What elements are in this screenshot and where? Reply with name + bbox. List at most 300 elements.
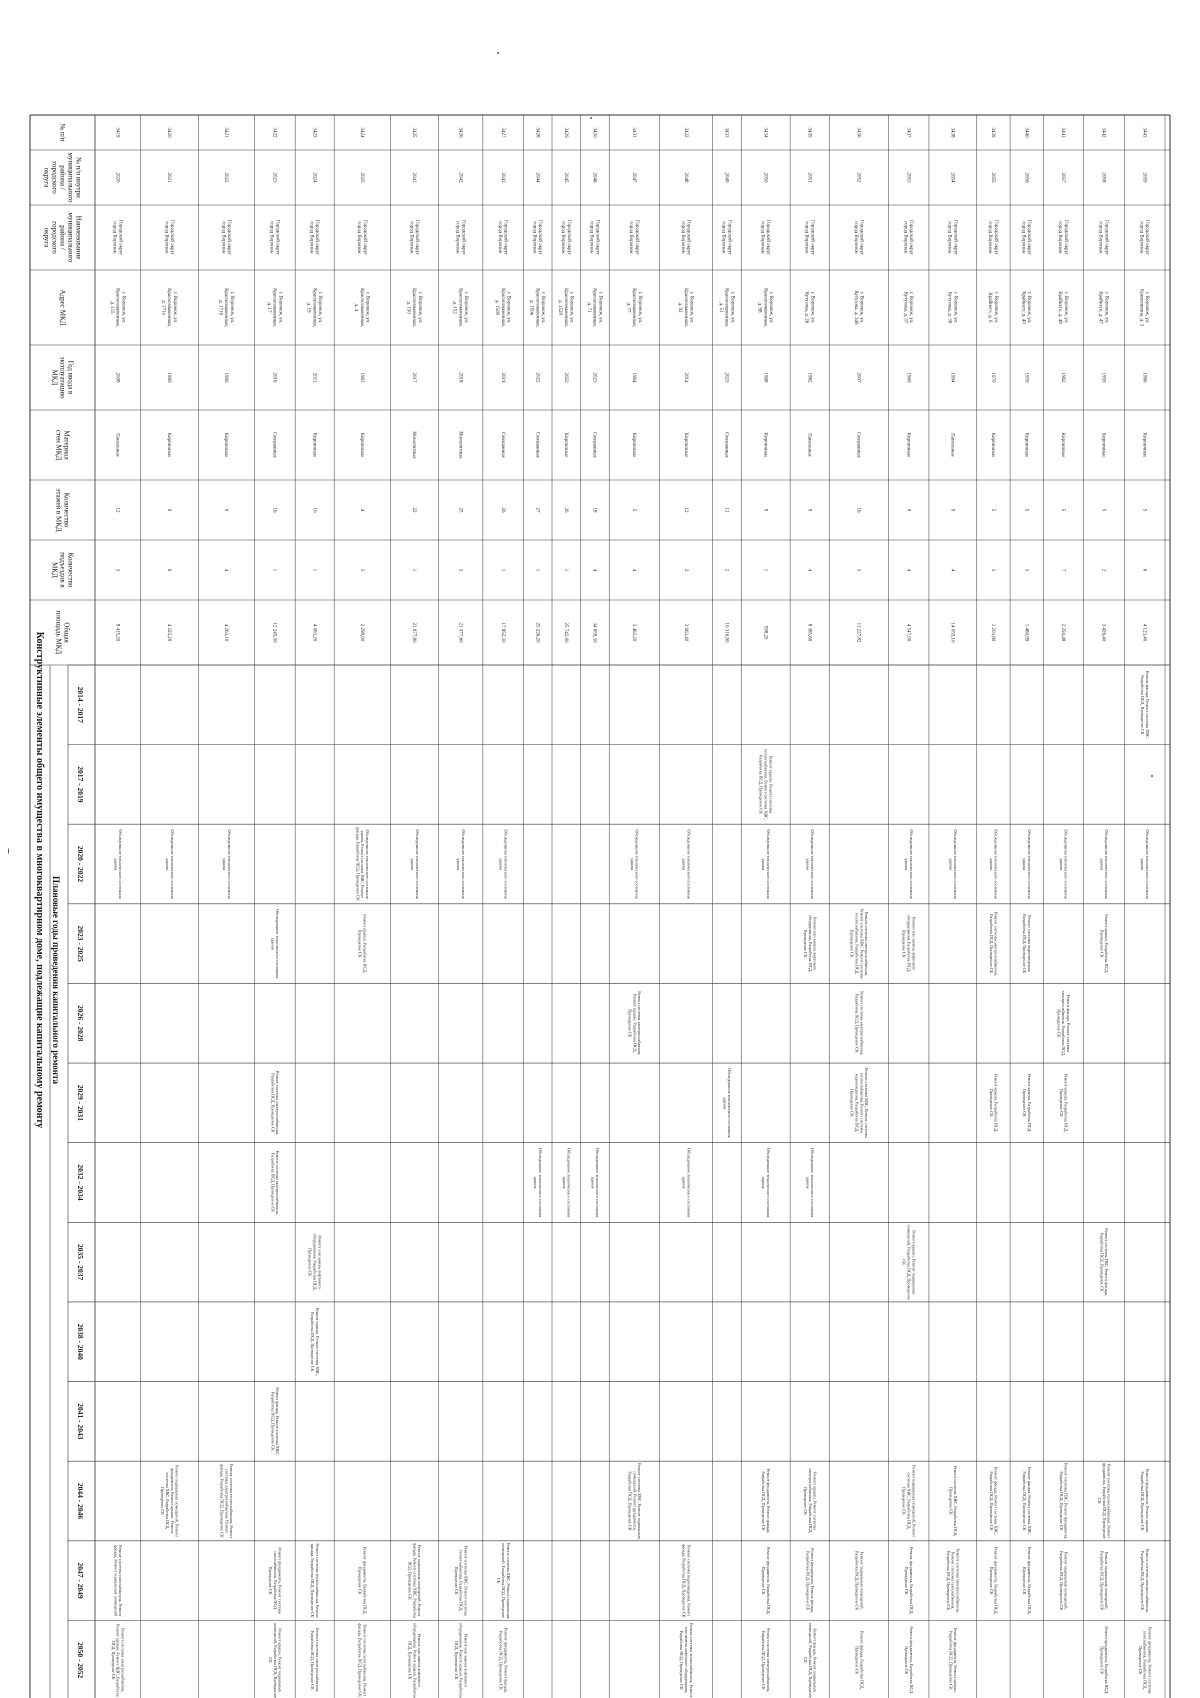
table-cell: 3423	[311, 127, 317, 138]
repair-plan-cell: Ремонт крыши, Ремонт системы ХВС,Разработка ПСД, Проведение СК	[310, 1307, 320, 1376]
repair-plan-cell: Ремонт системы ХВС, Ремонт подвальныхпомещений, Ремонт фундамента,Разработка ПСД, Проведение СК	[627, 1462, 643, 1540]
table-cell: г. Воронеж, ул.Краснознаменная,д. 171а	[160, 288, 177, 327]
repair-plan-cell: Ремонт фундамента, Разработка ПСД,Проведение СК	[1022, 1546, 1032, 1615]
table-cell: 2017	[411, 372, 417, 383]
table-cell: Городской округгород Воронеж	[852, 219, 864, 256]
table-cell: Кирпичные	[1141, 432, 1147, 458]
repair-plan-cell: Ремонт системы теплоснабжения, Ремонтили замена лифтового оборудования,Разработка ПСД, Проведение СК	[679, 1622, 694, 1698]
table-cell: г. Воронеж, ул.Кривошеина, д. 3	[1138, 288, 1150, 327]
table-cell: 2	[682, 568, 688, 572]
table-cell: 4	[591, 568, 597, 572]
table-cell: 2050	[762, 172, 768, 183]
table-cell: 4	[223, 568, 229, 572]
repair-plan-cell: Ремонт фундамента, Разработка ПСД,Проведение СК	[1099, 1626, 1110, 1695]
column-header: Адрес МКД	[58, 289, 67, 326]
table-cell: 2041	[411, 172, 417, 183]
period-header: 2041 - 2043	[76, 1403, 85, 1440]
table-cell: 2057	[1059, 172, 1065, 183]
table-cell: 1	[762, 568, 768, 572]
table-cell: 598,20	[762, 625, 768, 640]
table-cell: 3	[457, 568, 463, 572]
repair-plan-cell: Обследование технического состоянияздания	[681, 1147, 692, 1218]
table-cell: Панельные	[114, 433, 120, 457]
table-cell: 1969	[166, 372, 172, 383]
table-cell: 2022	[534, 372, 540, 383]
table-cell: 4	[631, 568, 637, 572]
repair-plan-cell: Ремонт системы водоотведения, Ремонтфасада, Разработка ПСД, Проведение СК	[681, 1543, 692, 1618]
table-cell: 3 462,20	[631, 623, 637, 642]
repair-plan-cell: Ремонт крыши, Разработка ПСД,Проведение СК	[1058, 1073, 1069, 1133]
table-cell: Городской округгород Воронеж	[355, 219, 367, 256]
repair-plan-cell: Ремонт системы ХВС, Ремонт системытеплоснабжения, Ремонт системыводоотведения, Разработка ПСД,Проведение СК	[849, 1067, 870, 1138]
table-cell: Смешанные	[591, 432, 597, 458]
table-cell: Городской округгород Воронеж	[720, 219, 732, 256]
table-cell: 21 977,80	[411, 622, 417, 643]
table-cell: 2046	[591, 172, 597, 183]
repair-plan-cell: Ремонт системы ГВС, Ремонт фундамента,Разработка ПСД, Проведение СК	[1058, 1462, 1069, 1540]
repair-plan-cell: Ремонт фундамента, Ремонт фасада,Разработка ПСД, Проведение СК	[498, 1627, 509, 1693]
repair-plan-cell: Ремонт крыши, Ремонт системытеплоснабжения, Ремонт системы ХВС,Разработка ПСД, Проведение СК	[758, 748, 774, 821]
table-cell: 4 263,10	[223, 623, 229, 642]
table-cell: Городской округгород Воронеж	[531, 219, 543, 256]
repair-plan-cell: Обследование технического состоянияздания	[590, 1147, 601, 1218]
table-cell: 21 077,60	[457, 622, 463, 643]
table-cell: Городской округгород Воронеж	[163, 219, 175, 256]
repair-plan-cell: Обследование технического состоянияздания	[1099, 829, 1110, 899]
table-cell: 3441	[1059, 127, 1065, 138]
table-cell: Городской округгород Воронеж	[628, 219, 639, 256]
repair-plan-cell: Ремонт фундамента, Ремонт системыгазоснабжения, Разработка ПСД,Проведение СК	[1137, 1626, 1153, 1694]
table-cell: 2	[723, 568, 729, 572]
period-header: 2032 - 2034	[76, 1164, 85, 1201]
table-cell: Кирпичные	[562, 432, 568, 458]
table-cell: 2024	[311, 172, 317, 183]
table-cell: г. Воронеж, ул.Крайнего, д. 48	[1057, 291, 1068, 324]
table-cell: Смешанные	[723, 432, 729, 458]
repair-plan-cell: Ремонт системы электроснабжения,Разработка ПСД, Проведение СК	[1140, 1548, 1150, 1613]
table-cell: 2044	[534, 172, 540, 183]
table-cell: 14 055,10	[949, 622, 955, 643]
table-cell: 1961	[358, 372, 364, 383]
table-cell: Кирпичные	[358, 432, 364, 458]
repair-plan-cell: Обследование технического состоянияздания	[270, 909, 281, 979]
repair-plan-cell: Ремонт фасада, Ремонт подвальныхпомещений, Разработка ПСД, ПроведениеСК	[802, 1622, 818, 1698]
repair-plan-cell: Ремонт или замена лифтовогооборудования, Разработка ПСД,Проведение СК	[307, 1233, 323, 1291]
table-cell: г. Воронеж, ул.Краснознаменная,д. 19	[305, 288, 323, 327]
table-cell: Смешанные	[271, 432, 277, 458]
table-cell: Городской округгород Воронеж	[1138, 219, 1150, 256]
table-cell: 3	[358, 568, 364, 572]
table-cell: Городской округгород Воронеж	[902, 219, 914, 256]
table-cell: 1964	[631, 372, 637, 383]
document-title: Конструктивные элементы общего имущества в многоквартирном доме, подлежащие капитальному ремонту	[34, 631, 45, 1129]
period-header: 2029 - 2031	[76, 1084, 85, 1122]
table-cell: 8 415,20	[114, 623, 120, 642]
repair-plan-cell: Ремонт системы водоотведения,Разработка ПСД, Проведение СК	[1022, 914, 1032, 974]
repair-plan-cell: Обследование технического состоянияздания	[456, 829, 467, 899]
table-cell: 3442	[1100, 127, 1106, 138]
repair-plan-cell: Обследование технического состоянияздания	[113, 829, 124, 899]
repair-plan-cell: Обследование технического состоянияздания	[1022, 829, 1032, 899]
repair-plan-cell: Ремонт крыши, Ремонт подвальныхпомещений, Разработка ПСД, ПроведениеСК	[901, 1224, 917, 1300]
table-cell: 9	[806, 508, 812, 512]
table-cell: 2058	[1100, 172, 1106, 183]
repair-plan-cell: Ремонт фундамента, Ремонт крыши,Разработка ПСД, Проведение СК	[948, 1627, 959, 1693]
repair-plan-cell: Ремонт крыши, Разработка ПСД,Проведение СК	[357, 914, 368, 973]
table-cell: 34 659,30	[591, 622, 597, 643]
table-cell: 4 547,00	[905, 623, 911, 642]
table-cell: 22	[411, 507, 417, 513]
table-cell: 4	[806, 568, 812, 572]
repair-plan-cell: Обследование технического состоянияздания	[904, 829, 914, 899]
table-cell: 2023	[271, 172, 277, 183]
table-cell: 5	[1059, 508, 1065, 512]
table-cell: 3 426,40	[1100, 623, 1106, 642]
table-cell: 2016	[271, 372, 277, 383]
repair-plan-cell: Обследование технического состоянияздания	[1058, 829, 1069, 899]
table-cell: 2053	[905, 172, 911, 183]
table-cell: г. Воронеж, ул.Краснознаменная,д. 71	[585, 288, 603, 327]
table-cell: 1	[534, 568, 540, 572]
period-header: 2014 - 2017	[76, 686, 85, 723]
repair-plan-cell: Ремонт системы электроснабжения,Ремонт крыши, Разработка ПСД,Проведение СК	[627, 991, 643, 1056]
table-cell: г. Воронеж, ул.Крайнего, д. 6	[987, 291, 998, 324]
table-cell: Кирпичные	[311, 432, 317, 458]
table-cell: г. Воронеж, ул.Краснознаменная,д. 4	[353, 288, 370, 327]
column-header: Материалстен МКД	[54, 429, 71, 461]
table-cell: г. Воронеж, ул.Краснознаменная,д. 150в	[528, 288, 546, 327]
repair-plan-cell: Обследование технического состоянияздания	[221, 829, 232, 899]
period-header: 2044 - 2046	[76, 1482, 85, 1520]
table-cell: 1959	[1100, 372, 1106, 383]
table-cell: г. Воронеж, ул.Краснознаменная,д. 152б	[557, 288, 574, 327]
table-cell: 2 250,48	[1059, 623, 1065, 642]
repair-plan-cell: Ремонт фасада, Ремонт системыэлектроснабжения, Разработка ПСД,Проведение СК	[1056, 990, 1072, 1056]
table-cell: 4	[905, 568, 911, 572]
table-cell: 1970	[990, 372, 996, 383]
repair-plan-cell: Ремонт фасада, Ремонт системы ХВС,Разработка ПСД, Проведение СК	[1022, 1466, 1032, 1536]
repair-plan-cell: Ремонт или замена лифтовогооборудования, Ремонт крыши, РазработкаПСД, Проведение СК	[453, 1622, 469, 1698]
repair-plan-cell: Обследование технического состоянияздания	[165, 829, 175, 899]
table-cell: 5	[990, 508, 996, 512]
table-cell: 2018	[457, 372, 463, 383]
table-cell: Кирпичные	[682, 432, 688, 458]
table-cell: Кирпичные	[1023, 432, 1029, 458]
table-cell: Городской округгород Воронеж	[560, 219, 571, 256]
table-cell: 3432	[682, 127, 688, 138]
column-header: № п/п	[58, 123, 67, 142]
table-cell: Городской округгород Воронеж	[987, 219, 998, 256]
table-cell: Городской округгород Воронеж	[1020, 219, 1032, 256]
table-cell: 1959	[1023, 372, 1029, 383]
table-cell: г. Воронеж, ул.Краснознаменная,д. 150	[405, 288, 422, 327]
table-cell: 2022	[562, 372, 568, 383]
period-header: 2017 - 2019	[76, 766, 85, 803]
table-cell: Панельные	[806, 433, 812, 457]
table-cell: 25	[457, 507, 463, 513]
table-cell: 2047	[631, 172, 637, 183]
repair-plan-cell: Ремонт системы электроснабжения,Разработка ПСД, Проведение СК	[270, 1070, 281, 1135]
table-cell: 12 245,30	[271, 622, 277, 643]
table-cell: Городской округгород Воронеж	[1097, 219, 1109, 256]
repair-plan-cell: Обследование технического состоянияздания, Ремонт системы ХВС, Ремонтфасада, Разработка ПСД, Проведение СК	[355, 827, 370, 901]
repair-plan-cell: Ремонт фундамента, Ремонт фасада,Разработка ПСД, Проведение СК	[805, 1548, 816, 1614]
table-cell: 2055	[990, 172, 996, 183]
repair-plan-cell: Ремонт фасада, Ремонт системы ХВС,Разработка ПСД, Проведение СК	[988, 1466, 999, 1536]
table-cell: Городской округгород Воронеж	[679, 219, 691, 256]
repair-plan-cell: Ремонт подвальных помещений, Ремонтфундамента, Ремонт крыши, Ремонтсистемы ХВС, Разработка ПСД,Проведение СК	[160, 1464, 180, 1537]
table-cell: 3431	[631, 127, 637, 138]
repair-plan-cell: Ремонт или замена лифтовогооборудования, Разработка ПСД,Проведение СК	[901, 915, 917, 973]
table-cell: 9	[223, 508, 229, 512]
table-cell: 3428	[534, 127, 540, 138]
repair-plan-cell: Обследование технического состоянияздания	[498, 829, 509, 899]
repair-plan-cell: Ремонт фундамента, Разработка ПСД,Проведение СК	[988, 1546, 999, 1615]
table-cell: 4	[949, 568, 955, 572]
table-cell: Городской округгород Воронеж	[946, 219, 958, 256]
table-cell: г. Воронеж, ул.Краснознаменная,д. 150б	[494, 288, 511, 327]
repair-plan-cell: Ремонт крыши, Разработка ПСД,Проведение СК	[1099, 914, 1110, 973]
table-cell: 3435	[806, 127, 812, 138]
repair-plan-cell: Обследование технического состоянияздания	[561, 1147, 572, 1218]
table-cell: 2052	[855, 172, 861, 183]
table-cell: 2008	[114, 372, 120, 383]
table-cell: 8 385,60	[806, 623, 812, 642]
repair-plan-cell: Ремонт подвальных помещений, Ремонтсистемы ХВС, Разработка ПСД,Проведение СК	[901, 1464, 917, 1537]
table-cell: 3429	[562, 127, 568, 138]
table-cell: 5	[1100, 508, 1106, 512]
table-cell: 4	[358, 508, 364, 512]
period-header: 2047 - 2049	[76, 1562, 85, 1599]
table-cell: 6	[166, 568, 172, 572]
table-cell: 2 298,90	[358, 623, 364, 642]
repair-plan-cell: Ремонт крыши, Ремонт системыэлектроснабжения, Разработка ПСД,Проведение СК	[802, 1468, 818, 1534]
repair-plan-cell: Ремонт системы электроснабжения,Разработка ПСД, Проведение СК	[854, 991, 865, 1056]
table-cell: 2021	[166, 172, 172, 183]
column-header: Общаяплощадь МКД	[54, 610, 71, 655]
repair-plan-cell: Ремонт или замена лифтовогооборудования, Разработка ПСД,Проведение СК	[802, 915, 818, 973]
table-cell: 3	[855, 568, 861, 572]
table-cell: 3 963,40	[682, 623, 688, 642]
table-cell: Городской округгород Воронеж	[408, 219, 419, 256]
repair-plan-cell: Обследование технического состоянияздания	[533, 1147, 543, 1218]
period-header: 2026 - 2028	[76, 1005, 85, 1042]
repair-plan-cell: Ремонт фундамента, Ремонт фасада,Разработка ПСД, Проведение СК	[761, 1468, 771, 1534]
table-cell: 12	[114, 507, 120, 513]
repair-plan-cell: Ремонт системы газоснабжения, Ремонтфасада, Разработка ПСД, Проведение СК	[357, 1623, 368, 1697]
table-cell: 2048	[682, 172, 688, 183]
repair-plan-cell: Обследование технического состоянияздания	[629, 829, 640, 899]
table-cell: 3436	[855, 127, 861, 138]
table-cell: 3425	[411, 127, 417, 138]
table-cell: г. Воронеж, ул.Краснознаменная,д. 152	[451, 288, 469, 327]
table-cell: г. Воронеж, ул.Краснознаменная,д. 98	[756, 288, 774, 327]
table-cell: 2014	[682, 372, 688, 383]
table-cell: Смешанные	[499, 432, 505, 458]
repair-plan-cell: Обследование технического состоянияздания	[988, 829, 999, 899]
table-cell: 3	[114, 568, 120, 572]
table-cell: Городской округгород Воронеж	[759, 219, 771, 256]
table-cell: 3433	[723, 127, 729, 138]
repair-plan-cell: Ремонт системы газоснабжения, Ремонтфасада, Ремонт подвальных помещений	[113, 1544, 124, 1617]
table-cell: 25 226,20	[534, 622, 540, 643]
table-cell: Монолитные	[411, 431, 417, 459]
table-cell: 18	[591, 507, 597, 513]
table-cell: 2045	[562, 172, 568, 183]
repair-plan-cell: Ремонт фасада, Ремонт системы ХВС,Разработка ПСД, Проведение СК	[1140, 670, 1150, 739]
repair-plan-cell: Обследование технического состоянияздания	[805, 829, 816, 899]
table-cell: 2059	[1141, 172, 1147, 183]
table-cell: г. Воронеж, ул.Краснознаменная,д. 17	[265, 288, 283, 327]
table-cell: 3443	[1141, 127, 1147, 138]
table-cell: Смешанные	[534, 432, 540, 458]
table-cell: 16	[271, 507, 277, 513]
table-cell: 2022	[223, 172, 229, 183]
repair-plan-cell: Ремонт фундамента, Разработка ПСД,Проведение СК	[904, 1626, 914, 1695]
table-cell: 3430	[591, 127, 597, 138]
table-cell: 2025	[358, 172, 364, 183]
repair-plan-cell: Ремонт системы электроснабжения,Разработка ПСД, Проведение СК	[761, 1628, 771, 1693]
table-cell: 2	[1100, 568, 1106, 572]
period-header: 2038 - 2040	[76, 1323, 85, 1360]
repair-plan-cell: Ремонт подвальных помещений,Разработка ПСД, Проведение СК	[854, 1550, 865, 1611]
table-cell: г. Воронеж, ул.Краснознаменная,д. 77	[625, 288, 642, 327]
table-cell: 25 742,00	[562, 622, 568, 643]
repair-plan-cell: Ремонт подвальных помещений, Ремонтфасада, Ремонт системы ХВС, РазработкаПСД, Проведение СК	[407, 1543, 423, 1619]
table-cell: 2051	[806, 172, 812, 183]
repair-plan-cell: Ремонт фундамента, Разработка ПСД,Проведение СК	[904, 1546, 914, 1615]
table-cell: 2049	[723, 172, 729, 183]
table-cell: г. Воронеж, ул.Краснознаменная,д. 115	[108, 288, 126, 327]
table-cell: г. Воронеж, ул.Кутузова, д. 34б	[852, 290, 864, 325]
table-cell: г. Воронеж, ул.Кутузова, д. 26	[803, 291, 815, 324]
table-cell: 1	[411, 568, 417, 572]
table-cell: Городской округгород Воронеж	[454, 219, 466, 256]
repair-plan-cell: Ремонт фасада, Ремонт системы ХВС,Разработка ПСД, Проведение СК	[270, 1387, 281, 1456]
table-cell: г. Воронеж, ул.Кутузова, д. 39	[946, 291, 958, 324]
table-cell: Городской округгород Воронеж	[803, 219, 815, 256]
repair-plan-cell: Обследование технического состоянияздания	[805, 1147, 816, 1218]
repair-plan-cell: Ремонт фундамента, Ремонт крыши,Разработка ПСД, Проведение СК	[1140, 1468, 1150, 1534]
table-cell: 2043	[499, 172, 505, 183]
table-cell: г. Воронеж, ул.Краснознаменная,д. 171б	[217, 288, 234, 327]
table-cell: г. Воронеж, ул.Крайнего, д. 40	[1020, 291, 1032, 324]
table-cell: 2020	[114, 172, 120, 183]
table-cell: 3	[990, 568, 996, 572]
repair-plan-cell: Ремонт системы электроснабжения,Ремонт системы газоснабжения,Разработка ПСД, Проведение СК	[945, 1548, 961, 1613]
table-cell: г. Воронеж, ул.Краснознаменная,д. 92	[677, 288, 694, 327]
table-cell: г. Воронеж, ул.Крайнего, д. 47	[1097, 291, 1109, 324]
repair-plan-cell: Ремонт фундамента, Разработка ПСД,Проведение СК	[357, 1546, 368, 1615]
table-cell: 2007	[855, 372, 861, 383]
table-cell: 9	[905, 508, 911, 512]
repair-plan-cell: Ремонт системы электроснабжения,Ремонт системы ХВС, Ремонт системытеплоснабжения, Разработка ПСД,Проведение СК	[849, 908, 870, 979]
repair-plan-cell: Ремонт подвальных помещений,Разработка ПСД, Проведение СК	[1099, 1550, 1110, 1611]
table-cell: Кирпичные	[762, 432, 768, 458]
table-cell: Панельные	[949, 433, 955, 457]
table-cell: Смешанные	[855, 432, 861, 458]
table-cell: 1966	[1141, 372, 1147, 383]
table-cell: 3421	[223, 127, 229, 138]
table-cell: 1	[311, 568, 317, 572]
table-cell: 9	[166, 508, 172, 512]
table-cell: 3439	[990, 127, 996, 138]
table-cell: 16	[855, 507, 861, 513]
table-cell: 1968	[762, 372, 768, 383]
table-cell: 26	[562, 507, 568, 513]
table-cell: 3422	[271, 127, 277, 138]
table-cell: Городской округгород Воронеж	[220, 219, 232, 256]
table-cell: 1 203,80	[990, 623, 996, 642]
repair-plan-cell: Ремонт системы электроснабжения,Разработка ПСД, Проведение СК	[310, 1628, 320, 1693]
repair-plan-cell: Ремонт системы ХВС, Ремонт подвальныхпомещений, Разработка ПСД, ПроведениеСК	[496, 1542, 511, 1619]
repair-plan-cell: Ремонт системы электроснабжения,Разработка ПСД, Проведение СК	[270, 1150, 281, 1215]
column-header: Количествоэтажей в МКД	[54, 488, 71, 532]
repair-plan-cell: Ремонт крыши, Ремонт подвальныхпомещений, Разработка ПСД, ПроведениеСК	[267, 1622, 283, 1698]
table-cell: Городской округгород Воронеж	[268, 219, 280, 256]
table-cell: 10 316,90	[723, 622, 729, 643]
table-cell: 3424	[358, 127, 364, 138]
table-cell: 2054	[949, 172, 955, 183]
table-cell: 2011	[311, 372, 317, 383]
table-cell: 2023	[591, 372, 597, 383]
table-cell: 6	[1141, 568, 1147, 572]
table-cell: Кирпичные	[1100, 432, 1106, 458]
table-cell: 3426	[457, 127, 463, 138]
table-cell: 3434	[762, 127, 768, 138]
repair-plan-cell: Обследование технического состоянияздания	[1140, 829, 1150, 899]
table-cell: Кирпичные	[166, 432, 172, 458]
table-cell: г. Воронеж, ул.Краснознаменная,д. 51	[717, 288, 735, 327]
repair-plan-cell: Обследование технического состоянияздания	[948, 829, 959, 899]
table-cell: 1969	[905, 372, 911, 383]
repair-plan-cell: Ремонт фундамента, Разработка ПСД,Проведение СК	[761, 1546, 771, 1615]
table-cell: 3437	[905, 127, 911, 138]
table-cell: 1982	[806, 372, 812, 383]
repair-plan-cell: Ремонт крыши, Разработка ПСД,Проведение СК	[1022, 1073, 1032, 1133]
repair-plan-cell: Обследование технического состоянияздания	[761, 1147, 771, 1218]
table-cell: 3419	[114, 127, 120, 138]
column-header: Количествоподъездов вМКД	[50, 552, 75, 588]
table-cell: 1	[499, 568, 505, 572]
table-cell: 9	[949, 508, 955, 512]
table-cell: 4 063,20	[311, 623, 317, 642]
repair-plan-cell: Ремонт системы ГВС, Ремонт фасада,Разработка ПСД, Проведение СК	[1099, 1228, 1110, 1296]
repair-plan-cell: Ремонт системы ХВС, Ремонт системытеплоснабжения, Разработка ПСД,Проведение СК	[453, 1545, 469, 1616]
table-cell: 7	[1059, 568, 1065, 572]
table-cell: 9	[762, 508, 768, 512]
table-cell: 10	[311, 507, 317, 513]
table-cell: Городской округгород Воронеж	[308, 219, 320, 256]
column-header: Год ввода вэксплуатациюМКД	[50, 356, 75, 399]
table-cell: 3	[1023, 568, 1029, 572]
table-cell: Городской округгород Воронеж	[1057, 219, 1068, 256]
table-cell: 2023	[723, 372, 729, 383]
table-cell: 1	[271, 568, 277, 572]
table-cell: 1962	[1059, 372, 1065, 383]
table-cell: 11 227,82	[855, 622, 861, 643]
table-cell: 4 123,40	[1141, 623, 1147, 642]
table-cell: 2019	[499, 372, 505, 383]
table-cell: Городской округгород Воронеж	[496, 219, 508, 256]
table-cell: 3427	[499, 127, 505, 138]
repair-plan-cell: Ремонт подвальных помещений,Разработка ПСД, Проведение СК	[1058, 1550, 1069, 1611]
repair-plan-cell: Обследование технического состоянияздания	[722, 1068, 733, 1138]
table-cell: Городской округгород Воронеж	[588, 219, 600, 256]
period-header: 2023 - 2025	[76, 925, 85, 962]
repair-plan-cell: Ремонт крыши, Разработка ПСД,Проведение СК	[988, 1073, 999, 1133]
table-cell: г. Воронеж, ул.Кутузова, д. 37	[902, 291, 914, 324]
